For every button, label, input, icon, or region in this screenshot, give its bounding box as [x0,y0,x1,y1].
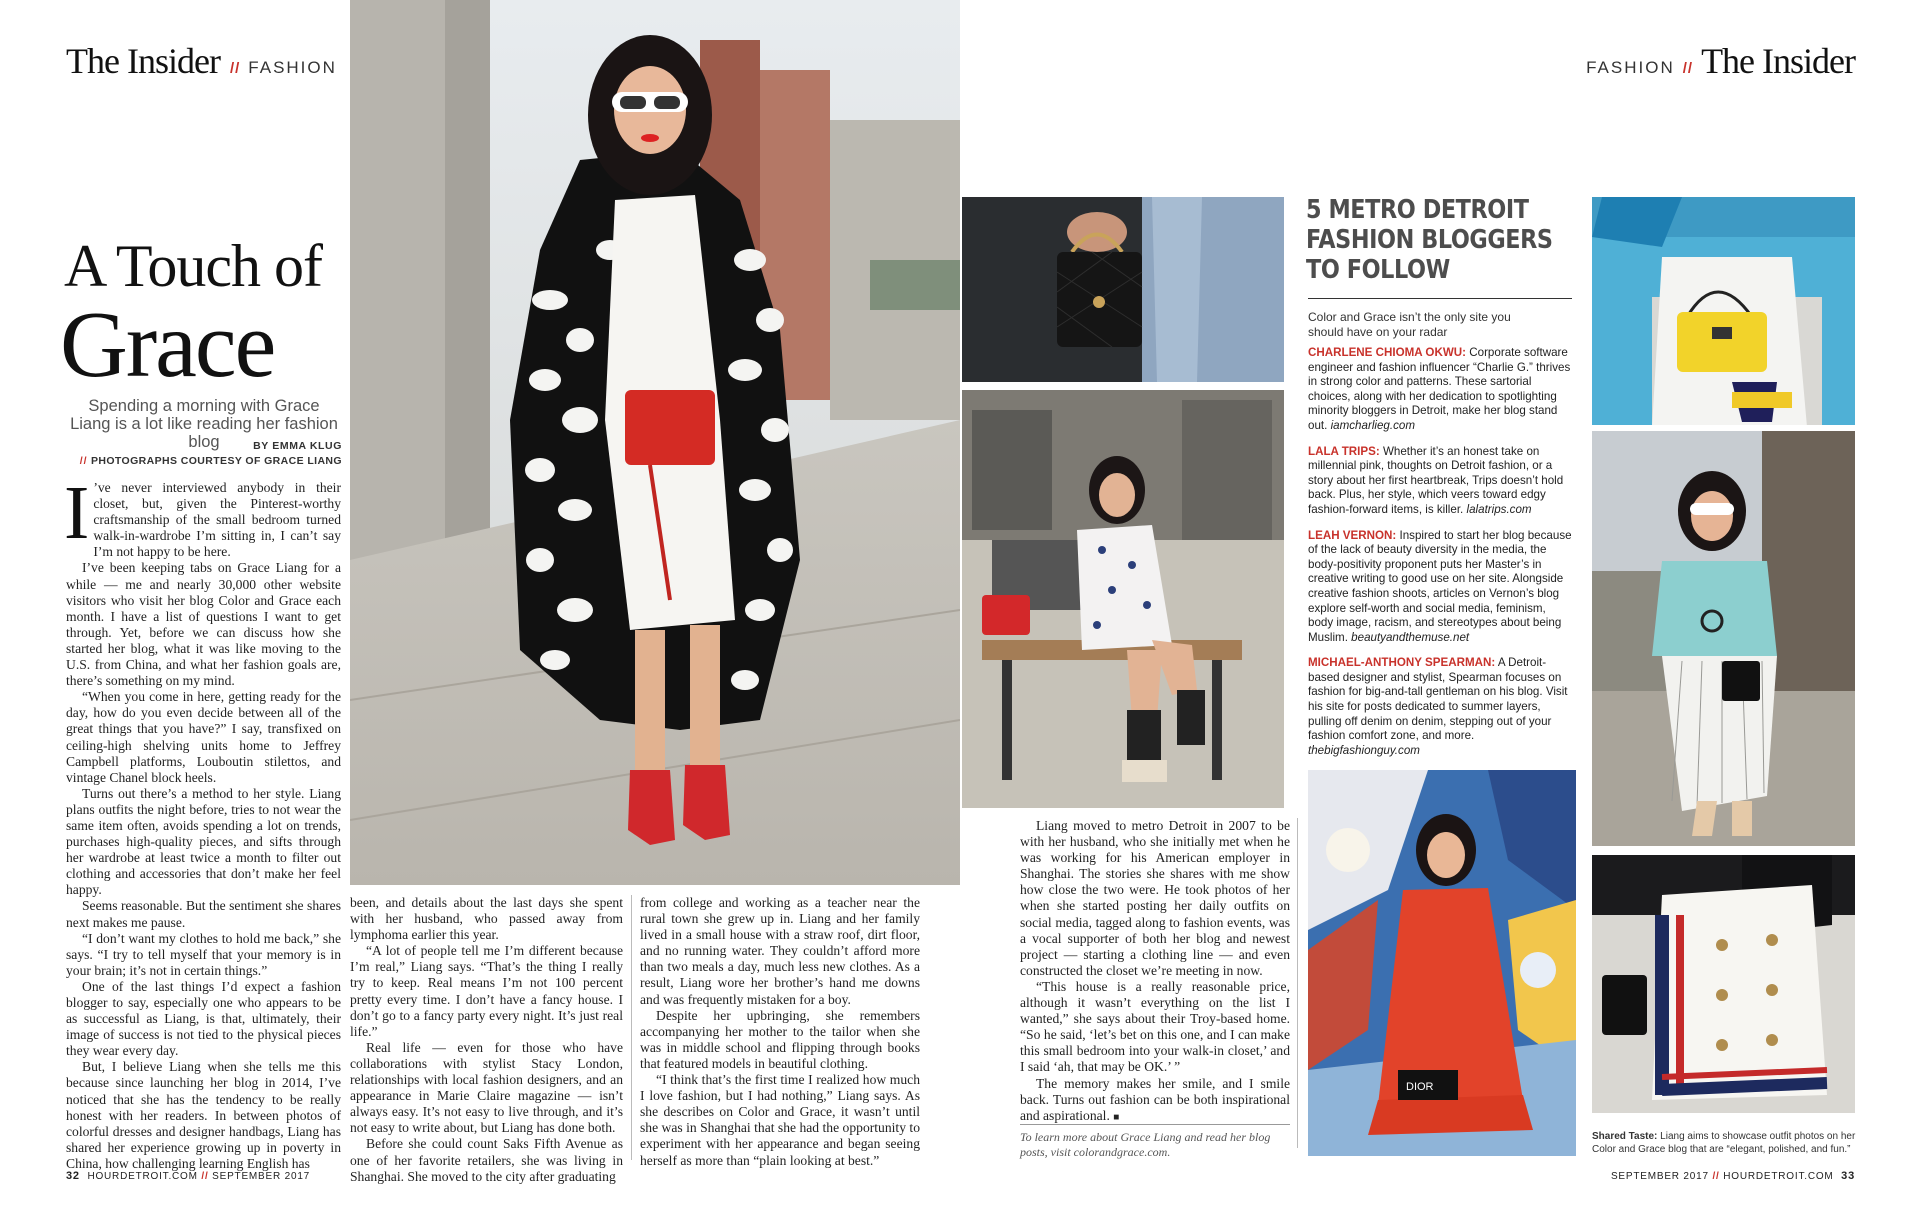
hero-photo [350,0,960,885]
column-rule-1 [631,895,632,1160]
section-label-right: FASHION [1586,58,1675,77]
para-18-text: The memory makes her smile, and I smile back. Turns out fashion can be both inspirational and aspirational. [1020,1075,1290,1123]
blogger-text: Whether it’s an honest take on millennial pink, thoughts on Detroit fashion, or a story about her first heartbreak, Trips doesn’t hold back. Plus, her style, which veers toward edgy fashion-forward items, is killer. [1308,444,1564,516]
right-header [1586,40,1855,82]
blogger-name: LEAH VERNON: [1308,528,1397,542]
para-9: been, and details about the last days she spent with her husband, who passed away from lymphoma earlier this year. [350,895,623,943]
para-14: Despite her upbringing, she remembers accompanying her mother to the tailor when she was in middle school and flipping through books that featured models in beautiful clothing. [640,1007,920,1071]
para-1: ’ve never interviewed anybody in their closet, but, given the Pinterest-worthy craftsmanship of the small bedroom turned walk-in-wardrobe I’m sitting in, I can’t say I’m not happy to be here. [93,480,341,560]
blogger-text: A Detroit-based designer and stylist, Spearman focuses on fashion for big-and-tall gentleman on his blog. Visit his site for posts dedicated to summer layers, pulling off denim on denim, stepping out of your fashion comfort zone, and more. [1308,656,1568,743]
drop-cap: I [64,471,90,555]
insider-logo-right: The Insider [1701,41,1855,81]
para-13: from college and working as a teacher near the rural town she grew up in. Liang and her family lived in a small house with a straw roof, dirt floor, and no running water. They couldn’t afford more than two meals a day, much less new clothes. As a result, Liang wore her brother’s hand me downs and was frequently mistaken for a boy. [640,895,920,1007]
caption-text: Liang aims to showcase outfit photos on her Color and Grace blog that are “elegant, polished, and fun.” [1592,1131,1856,1155]
deck: Spending a morning with Grace Liang is a lot like reading her fashion blog [70,397,338,451]
sidebar-intro: Color and Grace isn’t the only site you should have on your radar [1308,310,1511,339]
end-note: To learn more about Grace Liang and read her blog posts, visit colorandgrace.com. [1020,1130,1271,1159]
caption-label: Shared Taste: [1592,1131,1658,1142]
para-5: Seems reasonable. But the sentiment she shares next makes me pause. [66,898,341,930]
blogger-url[interactable]: iamcharlieg.com [1330,418,1415,432]
para-7: One of the last things I’d expect a fashion blogger to say, especially one who appears to be as successful as Liang, is that, ultimately, their image of success is not tied to the physical pieces they wear every day. [66,978,341,1059]
para-3: “When you come in here, getting ready for the day, how do you even decide between all of the great things that you have?” I say, transfixed on ceiling-high shelving units home to Jeffrey Campbell platforms, Louboutin stilettos, and vintage Chanel block heels. [66,689,341,785]
para-16: Liang moved to metro Detroit in 2007 to be with her husband, who she initially met when he was working for his American employer in Shanghai. The stories she shares with me show how close the two were. He took photos of her when she started posting her daily outfits on social media, tagged along to fashion events, was a vocal supporter of both her blog and newest project — starting a clothing line — and even constructed the closet we’re meeting in now. [1020,818,1290,978]
sidebar-rule [1308,298,1572,299]
article-col-4 [1020,818,1290,1126]
left-footer [66,1170,310,1182]
credit-separator: // [79,455,88,467]
note-rule [1020,1124,1290,1125]
photo-teal-top [1592,431,1855,846]
blogger-item [1308,656,1574,758]
photo-striped-skirt [1592,855,1855,1113]
article-col-2 [350,895,623,1185]
left-header [66,40,337,82]
article-col-1 [64,471,341,1172]
section-label: FASHION [248,58,337,77]
insider-logo: The Insider [66,41,220,81]
photo-red-dress [1308,770,1576,1156]
blogger-name: MICHAEL-ANTHONY SPEARMAN: [1308,656,1496,670]
credit-text: PHOTOGRAPHS COURTESY OF GRACE LIANG [90,455,342,467]
para-10: “A lot of people tell me I’m different because I’m real,” Liang says. “That’s the thing I really try to keep. Real means I’m not 100 percent pretty every time. I don’t have a fancy house. I don’t go to a fancy party every night. It’s just real life.” [350,943,623,1039]
blogger-url[interactable]: thebigfashionguy.com [1308,743,1420,757]
footer-sep-right: // [1712,1171,1720,1182]
blogger-item [1308,346,1574,434]
page-number-left: 32 [66,1170,80,1182]
blogger-name: CHARLENE CHIOMA OKWU: [1308,346,1467,359]
footer-site-right: HOURDETROIT.COM [1723,1171,1834,1182]
headline-line2: Grace [60,293,275,397]
blogger-item [1308,529,1574,646]
para-18 [1020,1076,1290,1126]
right-footer [1611,1170,1855,1182]
photo-bench [962,390,1284,808]
headline-line1: A Touch of [64,233,323,299]
photo-chanel-bag [962,197,1284,382]
sidebar-title: 5 METRO DETROIT FASHION BLOGGERS TO FOLLOW [1306,195,1553,285]
byline: BY EMMA KLUG [253,440,342,452]
para-15: “I think that’s the first time I realized how much I love fashion, but I had nothing,” Liang says. As she describes on Color and Grace, it wasn’t until she was in Shanghai that she had the opportunity to experiment with her appearance and began seeing herself as more than “plain looking at best.” [640,1072,920,1168]
blogger-url[interactable]: beautyandthemuse.net [1351,630,1470,644]
blogger-item [1308,445,1574,518]
column-rule-2 [1297,818,1298,1148]
blogger-name: LALA TRIPS: [1308,444,1380,458]
footer-sep-left: // [201,1171,209,1182]
para-4: Turns out there’s a method to her style. Liang plans outfits the night before, tries to not wear the same item often, avoids spending a lot on trends, purchases high-quality pieces, and sifts through her wardrobe at least twice a month to filter out clothing and accessories that don’t make her feel happy. [66,785,341,898]
blogger-text: Inspired to start her blog because of the lack of beauty diversity in the media, the body-positivity proponent puts her Master’s in creative writing to good use on her site. Alongside creative fashion shoots, articles on Vernon’s blog explore self-worth and social media, feminism, body image, racism, and stereotypes about being Muslim. [1308,528,1572,644]
footer-date-right: SEPTEMBER 2017 [1610,1171,1709,1182]
photo-credit [66,455,342,467]
para-17: “This house is a really reasonable price, although it wasn’t everything on the list I wanted,” she says about their Troy-based home. “So he said, ‘let’s bet on this one, and I can make this small bedroom into your walk-in closet,’ and I said ‘ah, that may be OK.’ ” [1020,978,1290,1075]
end-mark: ■ [1113,1111,1120,1123]
headline [60,233,354,397]
footer-date-left: SEPTEMBER 2017 [212,1171,311,1182]
para-2: I’ve been keeping tabs on Grace Liang for a while — me and nearly 30,000 other website visitors who visit her blog Color and Grace each month. I have a list of questions I want to get through. Yet, before we can discuss how she started her blog, what it was like moving to the U.S. from China, and what her fashion goals are, there’s something on my mind. [66,560,341,689]
blogger-url[interactable]: lalatrips.com [1466,502,1532,516]
para-11: Real life — even for those who have collaborations with stylist Stacy London, relationships with local fashion designers, and an appearance in Marie Claire magazine — isn’t always easy. It’s not easy to live through, and it’s not easy to write about, but Liang has done both. [350,1039,623,1136]
photo-yellow-bag [1592,197,1855,425]
photo-caption [1592,1131,1857,1156]
page-number-right: 33 [1841,1170,1855,1182]
header-separator-right: // [1682,60,1694,77]
footer-site-left: HOURDETROIT.COM [87,1171,198,1182]
header-separator: // [229,60,241,77]
para-8: But, I believe Liang when she tells me this because since launching her blog in 2014, I’ve noticed that she has the tendency to be really honest with her readers. In between photos of colorful dresses and designer handbags, Liang has shared her experience growing up in poverty in China, how challenging learning English has [66,1059,341,1171]
para-12: Before she could count Saks Fifth Avenue as one of her favorite retailers, she was living in Shanghai. She moved to the city after graduating [350,1136,623,1184]
blogger-text: Corporate software engineer and fashion influencer “Charlie G.” thrives in strong color and patterns. These sartorial choices, along with her dedication to spotlighting minority bloggers in Detroit, make her blog stand out. [1308,346,1571,432]
dior-clutch-text: DIOR [1406,1081,1434,1093]
article-col-3 [640,895,920,1169]
para-6: “I don’t want my clothes to hold me back,” she says. “I try to tell myself that your memory is in your brain; it’s not in certain things.” [66,930,341,978]
